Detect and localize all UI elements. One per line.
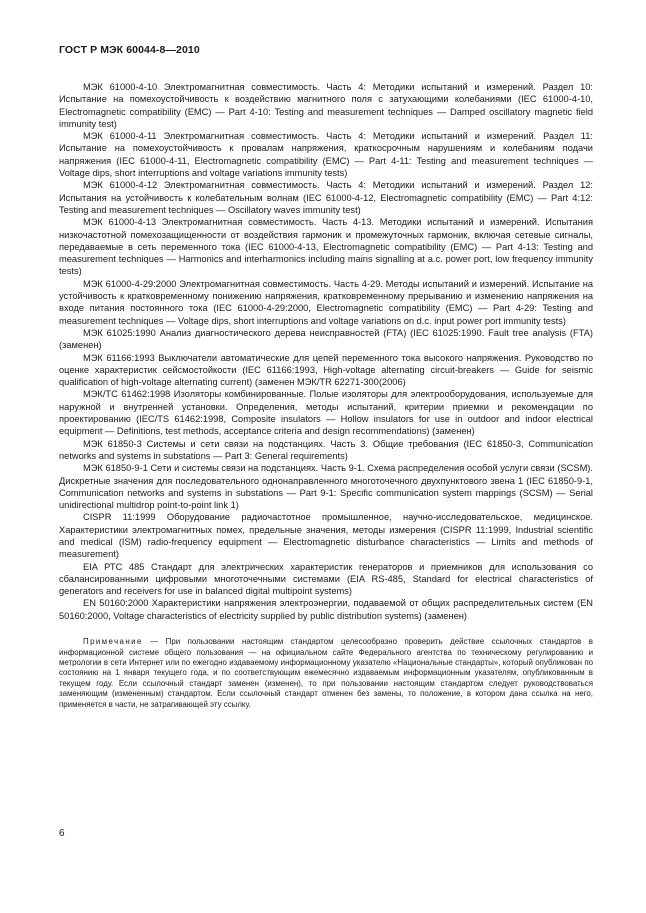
page-number: 6 — [59, 828, 65, 839]
reference-entry: МЭК 61850-9-1 Сети и системы связи на подстанциях. Часть 9-1. Схема распределения особой услуги связи (SCSM). Дискретные значения для последовательного однонаправленного многоточечного двухпунктового звена 1 (IEC 61850-9-1, Communication networks and systems in substations — Part 9-1: Specific communication system mappings (SCSM) — Serial unidirectional multidrop point-to-point link 1) — [59, 463, 593, 511]
note-paragraph — [59, 637, 593, 710]
reference-entry: МЭК 61000-4-10 Электромагнитная совместимость. Часть 4: Методики испытаний и измерений. Раздел 10: Испытание на помехоустойчивость к воздействию магнитного поля с затухающими колебаниями (IEC 61000-4-10, Electromagnetic compatibility (EMC) — Part 4-10: Testing and measurement techniques — Damped oscillatory magnetic field immunity test) — [59, 82, 593, 129]
reference-entry: CISPR 11:1999 Оборудование радиочастотное промышленное, научно-исследовательское, медицинское. Характеристики электромагнитных помех, предельные значения, методы измерения (CISPR 11:1999, Industrial scientific and medical (ISM) radio-frequency equipment — Electromagnetic disturbance characteristics — Limits and methods of measurement) — [59, 512, 593, 560]
reference-entry: МЭК 61166:1993 Выключатели автоматические для цепей переменного тока высокого напряжения. Руководство по оценке характеристик сейсмостойкости (IEC 61166:1993, High-voltage alternating circuit-breakers — Guide for seismic qualification of high-voltage alternating current) (заменен МЭК/TR 62271-300(2006) — [59, 352, 593, 388]
document-header: ГОСТ Р МЭК 60044-8—2010 — [59, 44, 200, 56]
reference-entry: EN 50160:2000 Характеристики напряжения электроэнергии, подаваемой от общих распределительных систем (EN 50160:2000, Voltage characteristics of electricity supplied by public distribution systems) (заменен) — [59, 598, 593, 621]
reference-entry: МЭК 61000-4-29:2000 Электромагнитная совместимость. Часть 4-29. Методы испытаний и измерений. Испытание на устойчивость к кратковременному понижению напряжения, кратковременному прерыванию и изменению напряжения на входе питания постоянного тока (IEC 61000-4-29:2000, Electromagnetic compatibility (EMC) — Part 4-29: Testing and measurement techniques — Voltage dips, short interruptions and voltage variations on d.c. input power port immunity tests) — [59, 278, 593, 326]
reference-entry: МЭК 61000-4-11 Электромагнитная совместимость. Часть 4: Методики испытаний и измерений. Раздел 11: Испытание на помехоустойчивость к провалам напряжения, краткосрочным нарушениям и колебаниям подачи напряжения (IEC 61000-4-11, Electromagnetic compatibility (EMC) — Part 4-11: Testing and measurement techniques — Voltage dips, short interruptions and voltage variations immunity tests) — [59, 131, 593, 179]
reference-entry: EIA РТС 485 Стандарт для электрических характеристик генераторов и приемников для использования со сбалансированными цифровыми многоточечными системами (EIA RS-485, Standard for electrical characteristics of generators and receivers for use in balanced digital multipoint systems) — [59, 561, 593, 597]
reference-entry: МЭК 61000-4-12 Электромагнитная совместимость. Часть 4: Методики испытаний и измерений. Раздел 12: Испытания на устойчивость к колебательным волнам (IEC 61000-4-12, Electromagnetic compatibility (EMC) — Part 4:12: Testing and measurement techniques — Oscillatory waves immunity test) — [59, 180, 593, 215]
note-label: Примечание — [83, 637, 143, 647]
note-text: — При пользовании настоящим стандартом целесообразно проверить действие ссылочных стандартов в информационной системе общего пользования — на официальном сайте Федерального агентства по техническому регулированию и метрологии в сети Интернет или по ежегодно издаваемому информационному указателю «Национальные стандарты», который опубликован по состоянию на 1 января текущего года, и по соответствующим ежемесячно издаваемым информационным указателям, опубликованным в текущем году. Если ссылочный стандарт заменен (изменен), то при пользовании настоящим стандартом следует руководствоваться заменяющим (измененным) стандартом. Если ссылочный стандарт отменен без замены, то положение, в котором дана ссылка на него, применяется в части, не затрагивающей эту ссылку. — [59, 637, 593, 709]
reference-entry: МЭК 61025:1990 Анализ диагностического дерева неисправностей (FTA) (IEC 61025:1990. Fault tree analysis (FTA) (заменен) — [59, 327, 593, 351]
references-list — [59, 81, 593, 710]
reference-entry: МЭК 61850-3 Системы и сети связи на подстанциях. Часть 3. Общие требования (IEC 61850-3, Communication networks and systems in substations — Part 3: General requirements) — [59, 438, 593, 461]
reference-entry: МЭК 61000-4-13 Электромагнитная совместимость. Часть 4-13. Методики испытаний и измерений. Испытания низкочастотной помехозащищенности от воздействия гармоник и промежуточных гармоник, включая сетевые сигналы, передаваемые в сеть переменного тока (IEC 61000-4-13, Electromagnetic compatibility (EMC) — Part 4-13: Testing and measurement techniques — Harmonics and interharmonics including mains signalling at a.c. power port, low frequency immunity tests) — [59, 217, 593, 277]
reference-entry: МЭК/ТС 61462:1998 Изоляторы комбинированные. Полые изоляторы для электрооборудования, используемые для наружной и внутренней установки. Определения, методы испытаний, критерии приемки и рекомендации по проектированию (IEC/TS 61462:1998, Composite insulators — Hollow insulators for use in outdoor and indoor electrical equipment — Definitions, test methods, acceptance criteria and design recommendations) (заменен) — [59, 389, 593, 437]
